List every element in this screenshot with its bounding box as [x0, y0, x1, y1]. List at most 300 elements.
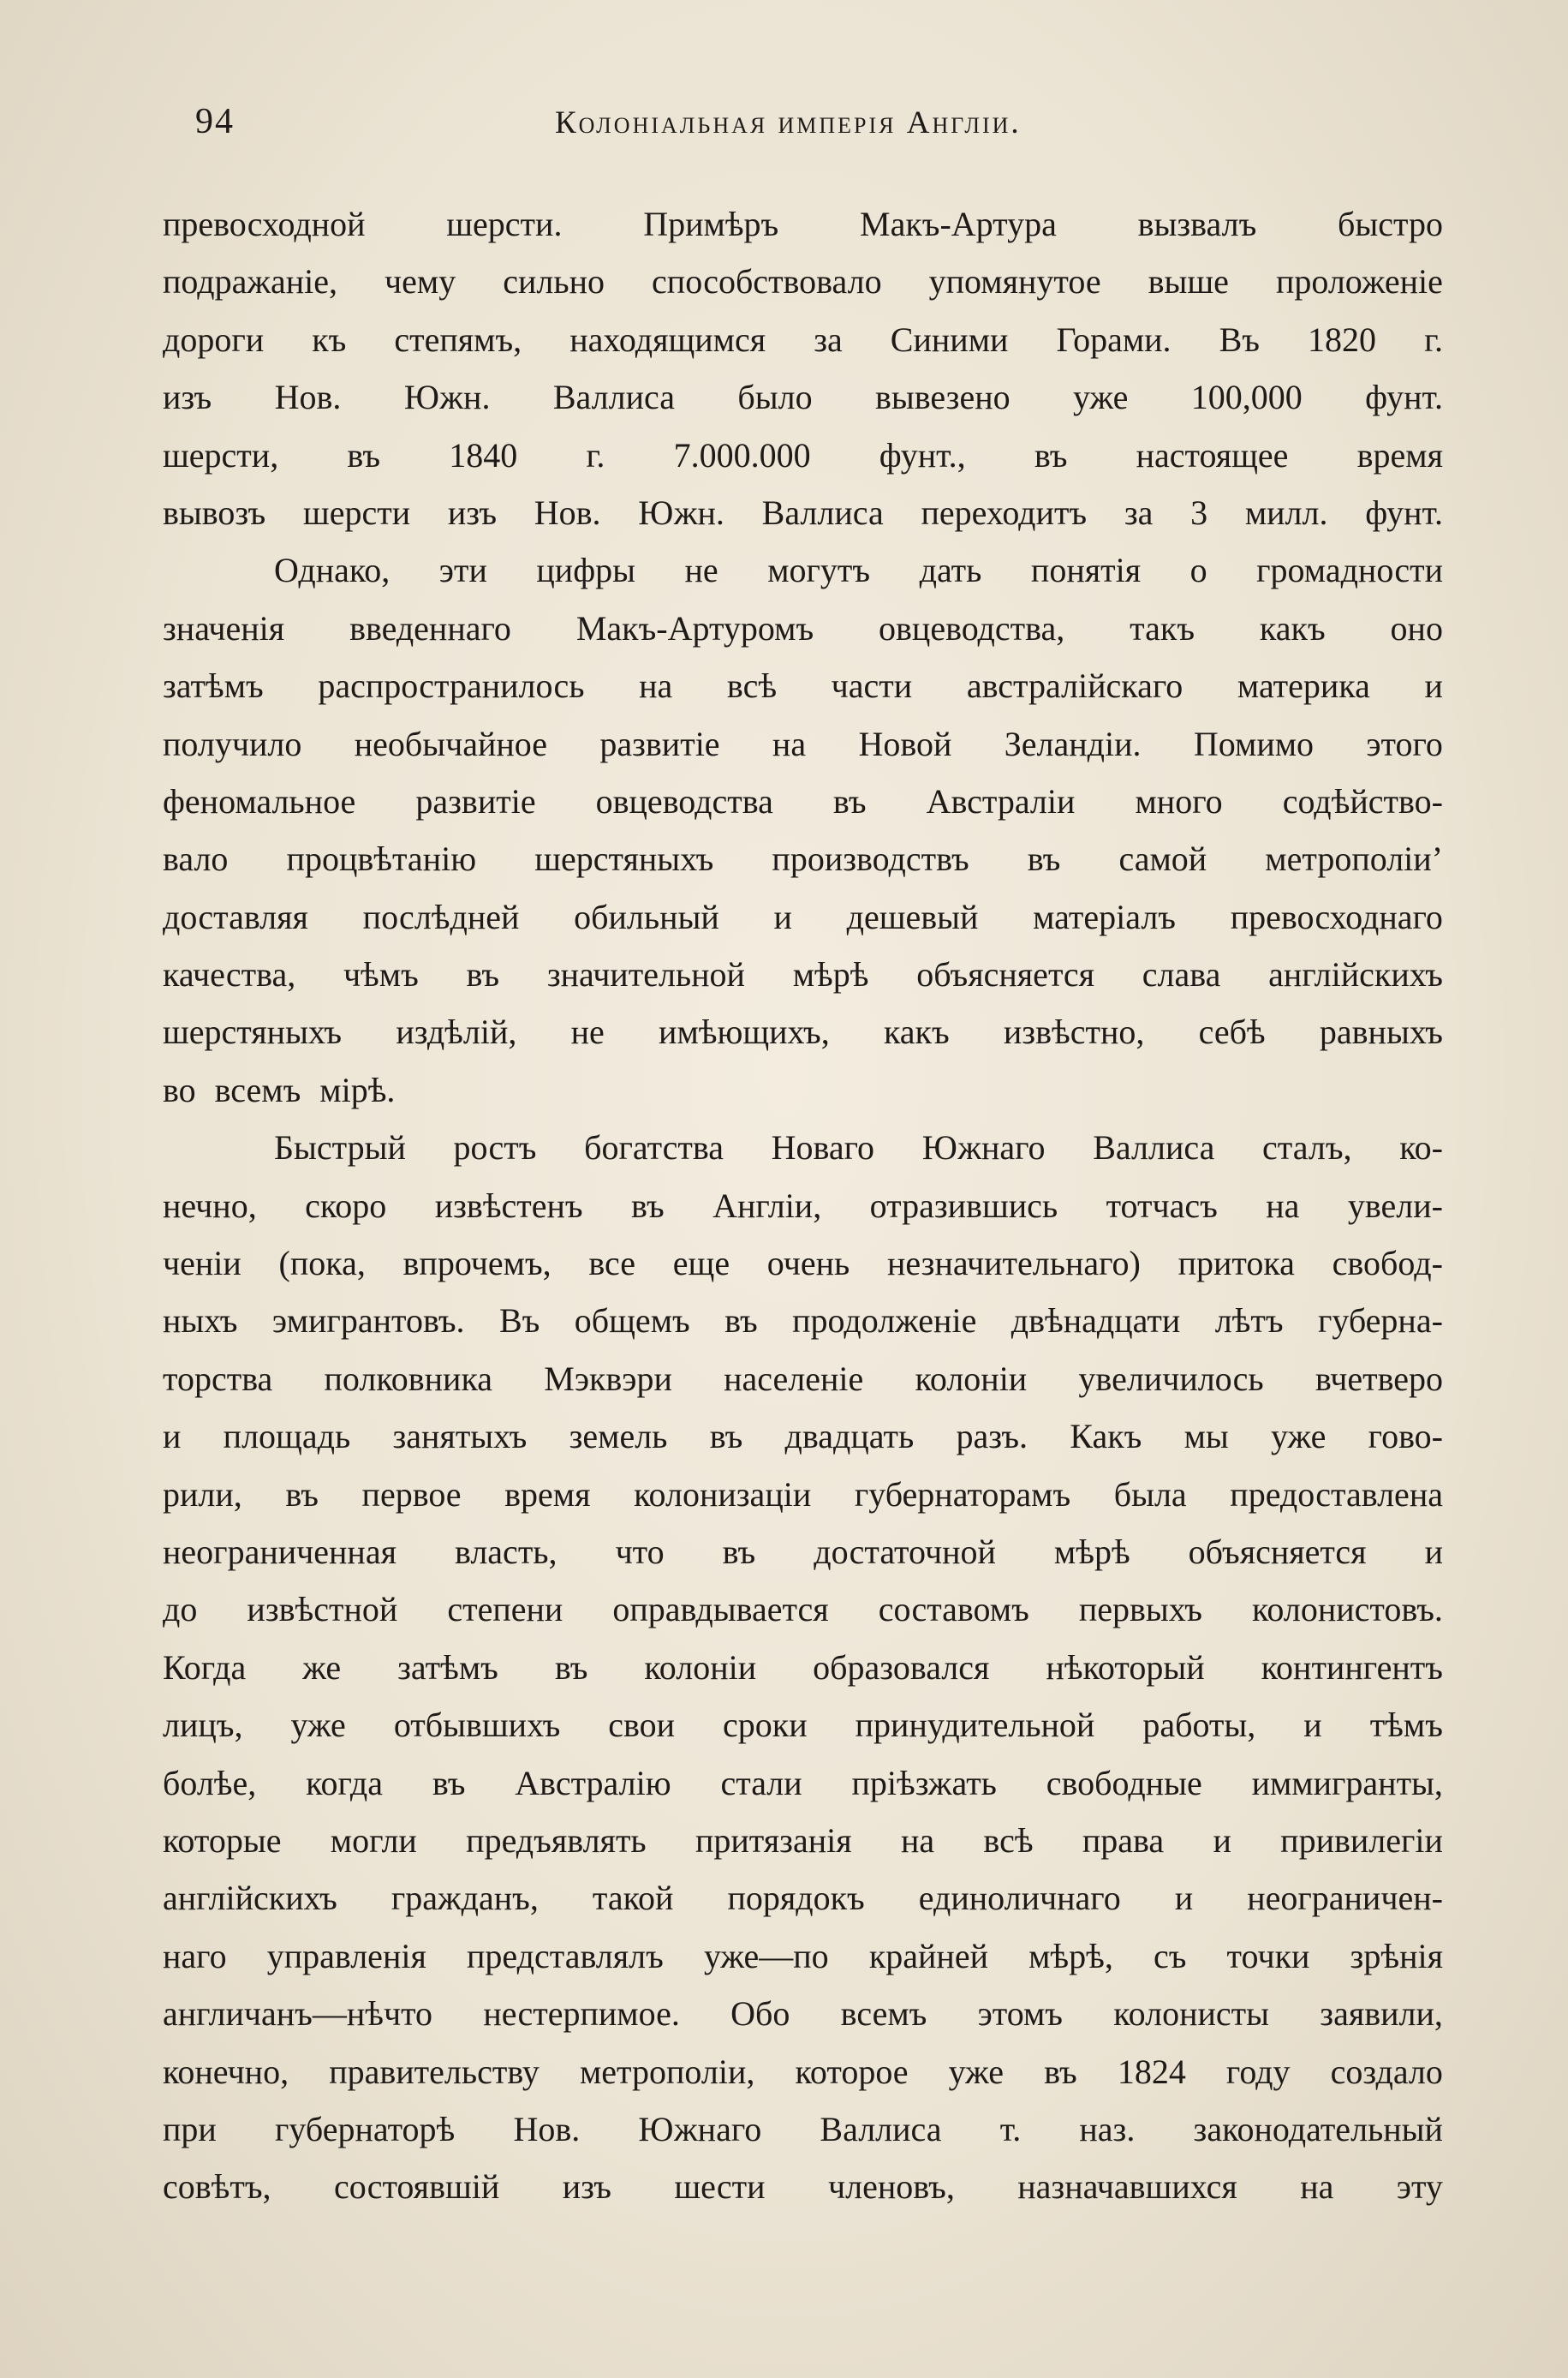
text-line	[163, 2043, 1443, 2100]
word: свои	[608, 1706, 676, 1745]
word: овцеводства,	[879, 608, 1065, 648]
text-line	[163, 600, 1443, 657]
word: колонистовъ.	[1252, 1590, 1443, 1629]
word: самой	[1118, 839, 1207, 879]
word: чѣмъ	[343, 955, 419, 995]
word: Валлиса	[552, 378, 675, 417]
word: шерсти	[302, 493, 411, 532]
word: наго	[163, 1936, 227, 1975]
word: неограниченная	[163, 1532, 396, 1571]
word: метрополіи’	[1265, 839, 1443, 879]
text-line	[163, 1407, 1443, 1465]
word: рили,	[163, 1474, 242, 1514]
word: понятія	[1030, 551, 1142, 590]
word: уже	[1073, 378, 1129, 417]
word: получило	[163, 724, 302, 763]
word: Примѣръ	[643, 205, 779, 243]
word: превосходной	[163, 205, 366, 243]
word: гово-	[1368, 1417, 1443, 1456]
word: Помимо	[1193, 724, 1315, 763]
text-line	[163, 1696, 1443, 1754]
word: время	[1356, 435, 1443, 475]
word: слава	[1142, 955, 1221, 995]
word: достаточной	[814, 1532, 996, 1571]
word: оно	[1390, 608, 1443, 648]
word: нечно,	[163, 1186, 257, 1225]
word: чему	[385, 262, 456, 302]
word: фунт.	[1365, 493, 1443, 532]
text-line	[163, 1350, 1443, 1407]
word: на	[639, 666, 673, 706]
word: вывезено	[874, 378, 1011, 417]
word: Нов.	[534, 493, 601, 532]
word: же	[302, 1647, 342, 1687]
word: власть,	[454, 1532, 557, 1571]
word: единоличнаго	[918, 1879, 1121, 1918]
word: ростъ	[453, 1128, 537, 1168]
word: милл.	[1244, 493, 1328, 532]
word: при	[163, 2109, 217, 2148]
paragraph-end-line	[163, 1061, 1443, 1119]
word: уже	[290, 1706, 346, 1745]
word: мѣрѣ	[792, 955, 869, 995]
word: дешевый	[846, 897, 979, 936]
word: всѣ	[726, 666, 778, 706]
word: земель	[569, 1417, 668, 1456]
word: году	[1225, 2052, 1291, 2091]
word: нѣкоторый	[1046, 1647, 1205, 1687]
word: части	[831, 666, 913, 706]
word: г.	[586, 435, 605, 475]
word: какъ	[1259, 608, 1326, 648]
word: всѣ	[983, 1820, 1034, 1860]
text-line	[163, 427, 1443, 484]
word: вало	[163, 839, 229, 879]
text-line	[163, 715, 1443, 773]
text-line	[163, 1234, 1443, 1292]
word: выше	[1148, 262, 1229, 302]
word: уже	[948, 2052, 1005, 2091]
word: на	[1300, 2167, 1334, 2207]
word: и	[163, 1417, 182, 1456]
word: о	[1189, 551, 1207, 590]
word: извѣстной	[247, 1590, 398, 1629]
word: Южнаго	[921, 1128, 1046, 1168]
word: Австралію	[515, 1763, 671, 1802]
word: въ	[631, 1186, 665, 1225]
word: на	[900, 1820, 935, 1860]
text-line	[163, 1466, 1443, 1523]
word: на	[1266, 1186, 1300, 1225]
word: незначительнаго)	[887, 1244, 1141, 1283]
word: губернаторѣ	[275, 2109, 456, 2148]
word: 1820	[1308, 320, 1377, 359]
text-line	[163, 1985, 1443, 2042]
word: изъ	[447, 493, 498, 532]
word: полковника	[324, 1359, 493, 1398]
word: оправдывается	[612, 1590, 829, 1629]
word: введеннаго	[349, 608, 511, 648]
word: сталъ,	[1262, 1128, 1352, 1168]
word: шерсти.	[446, 205, 563, 243]
word: богатства	[584, 1128, 724, 1168]
word: съ	[1153, 1936, 1187, 1975]
word: издѣлій,	[396, 1013, 517, 1052]
word: степямъ,	[394, 320, 522, 359]
word: увеличилось	[1078, 1359, 1264, 1398]
word: колоніи	[915, 1359, 1028, 1398]
word: сроки	[723, 1706, 808, 1745]
word: эмигрантовъ.	[271, 1301, 465, 1341]
word: ныхъ	[163, 1301, 238, 1341]
word: дороги	[163, 320, 265, 359]
word: г.	[1424, 320, 1443, 359]
word: двадцать	[784, 1417, 915, 1456]
word: тѣмъ	[1369, 1706, 1443, 1745]
word: Синими	[890, 320, 1009, 359]
word: занятыхъ	[392, 1417, 528, 1456]
word: въ	[554, 1647, 588, 1687]
word: (пока,	[278, 1244, 366, 1283]
word: материка	[1237, 666, 1370, 706]
word: Валлиса	[761, 493, 884, 532]
word: и	[1424, 666, 1443, 706]
word: время	[504, 1474, 591, 1514]
word: Какъ	[1070, 1417, 1142, 1456]
word: на	[772, 724, 807, 763]
word: могли	[330, 1820, 417, 1860]
word: затѣмъ	[397, 1647, 498, 1687]
word: въ	[347, 435, 380, 475]
word: сильно	[503, 262, 605, 302]
running-title: Колоніальная имперія Англіи.	[555, 105, 1022, 140]
word: которое	[795, 2052, 909, 2091]
word: ченіи	[163, 1244, 241, 1283]
word: мірѣ.	[319, 1070, 396, 1109]
word: составомъ	[878, 1590, 1029, 1629]
word: Горами.	[1056, 320, 1172, 359]
word: не	[570, 1013, 605, 1052]
word: стали	[720, 1763, 802, 1802]
word: заявили,	[1320, 1994, 1443, 2034]
word: мы	[1183, 1417, 1229, 1456]
word: въ	[1044, 2052, 1077, 2091]
word: доставляя	[163, 897, 308, 936]
word: цифры	[536, 551, 635, 590]
word: Въ	[498, 1301, 540, 1341]
word: за	[814, 320, 843, 359]
word: значительной	[546, 955, 745, 995]
word: фунт.	[1365, 378, 1443, 417]
paragraph-start-line	[163, 1119, 1443, 1176]
word: точки	[1226, 1936, 1310, 1975]
word: еще	[672, 1244, 730, 1283]
word: Валлиса	[1093, 1128, 1215, 1168]
word: права	[1082, 1820, 1165, 1860]
word: эти	[438, 551, 487, 590]
word: колонисты	[1113, 1994, 1270, 2034]
word: все	[588, 1244, 636, 1283]
word: послѣдней	[362, 897, 520, 936]
word: развитіе	[599, 724, 720, 763]
word: предъявлять	[466, 1820, 647, 1860]
word: притока	[1177, 1244, 1295, 1283]
word: колоніи	[644, 1647, 757, 1687]
word: первыхъ	[1078, 1590, 1202, 1629]
word: равныхъ	[1319, 1013, 1443, 1052]
word: въ	[722, 1532, 756, 1571]
text-line	[163, 195, 1443, 253]
word: всемъ	[840, 1994, 927, 2034]
word: фунт.,	[879, 435, 966, 475]
word: порядокъ	[727, 1879, 865, 1918]
word: дать	[919, 551, 982, 590]
word: Валлиса	[820, 2109, 942, 2148]
word: имѣющихъ,	[659, 1013, 830, 1052]
word: въ	[832, 781, 867, 821]
word: свободные	[1046, 1763, 1202, 1802]
word: Новой	[858, 724, 952, 763]
word: затѣмъ	[163, 666, 264, 706]
word: громадности	[1256, 551, 1443, 590]
word: распространилось	[318, 666, 585, 706]
word: Однако,	[274, 551, 391, 590]
word: вывозъ	[163, 493, 266, 532]
word: англійскихъ	[1268, 955, 1443, 995]
word: правительству	[329, 2052, 540, 2091]
text-line	[163, 1754, 1443, 1812]
word: феномальное	[163, 781, 356, 821]
word: австралійскаго	[966, 666, 1183, 706]
word: превосходнаго	[1230, 897, 1443, 936]
text-line	[163, 1812, 1443, 1869]
word: объясняется	[916, 955, 1095, 995]
word: до	[163, 1590, 198, 1629]
word: обильный	[574, 897, 719, 936]
word: какъ	[883, 1013, 950, 1052]
word: извѣстно,	[1003, 1013, 1145, 1052]
word: совѣтъ,	[163, 2167, 271, 2207]
word: неограничен-	[1247, 1879, 1443, 1918]
text-line	[163, 311, 1443, 368]
word: Южн.	[638, 493, 724, 532]
word: отразившись	[869, 1186, 1058, 1225]
word: Макъ-Артура	[860, 205, 1057, 243]
word: во	[163, 1070, 196, 1109]
word: уже	[1271, 1417, 1327, 1456]
word: двѣнадцати	[1011, 1301, 1181, 1341]
word: гражданъ,	[391, 1879, 539, 1918]
word: конечно,	[163, 2052, 289, 2091]
word: настоящее	[1136, 435, 1289, 475]
word: изъ	[163, 378, 212, 417]
word: контингентъ	[1261, 1647, 1443, 1687]
word: способствовало	[652, 262, 882, 302]
word: губерна-	[1317, 1301, 1443, 1341]
word: въ	[724, 1301, 758, 1341]
word: въ	[1027, 839, 1061, 879]
word: англійскихъ	[163, 1879, 337, 1918]
word: могутъ	[767, 551, 871, 590]
word: 100,000	[1190, 378, 1303, 417]
word: вызвалъ	[1137, 205, 1257, 243]
word: Обо	[730, 1994, 790, 2034]
text-line	[163, 1927, 1443, 1985]
word: которые	[163, 1820, 282, 1860]
text-line	[163, 253, 1443, 310]
word: степени	[447, 1590, 563, 1629]
text-line	[163, 2158, 1443, 2215]
word: эту	[1396, 2167, 1443, 2207]
text-line	[163, 1869, 1443, 1927]
word: въ	[285, 1474, 319, 1514]
word: губернаторамъ	[854, 1474, 1071, 1514]
word: когда	[306, 1763, 384, 1802]
word: было	[737, 378, 813, 417]
word: т.	[999, 2109, 1022, 2148]
text-line	[163, 2100, 1443, 2158]
text-line	[163, 368, 1443, 426]
word: 1840	[449, 435, 518, 475]
word: Нов.	[513, 2109, 581, 2148]
word: притязанія	[695, 1820, 852, 1860]
word: Австраліи	[926, 781, 1076, 821]
word: шерстяныхъ	[163, 1013, 343, 1052]
word: образовался	[813, 1647, 990, 1687]
word: въ	[1034, 435, 1068, 475]
word: общемъ	[574, 1301, 690, 1341]
word: лѣтъ	[1214, 1301, 1284, 1341]
word: не	[684, 551, 718, 590]
word: продолженіе	[792, 1301, 977, 1341]
word: шерсти,	[163, 435, 279, 475]
word: управленія	[266, 1936, 426, 1975]
word: свобод-	[1332, 1244, 1443, 1283]
word: этомъ	[977, 1994, 1063, 2034]
word: торства	[163, 1359, 273, 1398]
word: зрѣнія	[1350, 1936, 1443, 1975]
word: отбывшихъ	[393, 1706, 561, 1745]
word: переходитъ	[921, 493, 1088, 532]
word: мѣрѣ,	[1028, 1936, 1113, 1975]
word: была	[1113, 1474, 1187, 1514]
text-line	[163, 657, 1443, 714]
word: увели-	[1347, 1186, 1443, 1225]
word: упомянутое	[928, 262, 1101, 302]
text-line	[163, 1639, 1443, 1696]
word: шерстяныхъ	[534, 839, 714, 879]
page-header	[195, 101, 1454, 152]
word: Зеландіи.	[1004, 724, 1142, 763]
word: себѣ	[1198, 1013, 1266, 1052]
word: мѣрѣ	[1053, 1532, 1130, 1571]
word: въ	[709, 1417, 743, 1456]
word: колонизаціи	[634, 1474, 812, 1514]
word: работы,	[1142, 1706, 1256, 1745]
word: и	[773, 897, 792, 936]
word: Южн.	[403, 378, 491, 417]
text-line	[163, 830, 1443, 887]
word: впрочемъ,	[402, 1244, 551, 1283]
text-line	[163, 1523, 1443, 1580]
word: и	[1213, 1820, 1231, 1860]
word: англичанъ—нѣчто	[163, 1994, 433, 2034]
word: въ	[466, 955, 500, 995]
word: скоро	[305, 1186, 387, 1225]
word: много	[1135, 781, 1223, 821]
word: очень	[766, 1244, 850, 1283]
word: процвѣтанію	[286, 839, 477, 879]
word: изъ	[562, 2167, 611, 2207]
word: законодательный	[1193, 2109, 1443, 2148]
word: къ	[312, 320, 347, 359]
word: иммигранты,	[1251, 1763, 1443, 1802]
word: предоставлена	[1230, 1474, 1443, 1514]
word: представлялъ	[466, 1936, 664, 1975]
word: нестерпимое.	[483, 1994, 680, 2034]
word: назначавшихся	[1017, 2167, 1237, 2207]
word: Нов.	[274, 378, 342, 417]
word: ко-	[1399, 1128, 1443, 1168]
word: Англіи,	[712, 1186, 822, 1225]
word: значенія	[163, 608, 285, 648]
word: находящимся	[569, 320, 766, 359]
word: подражаніе,	[163, 262, 338, 302]
word: членовъ,	[828, 2167, 955, 2207]
word: такъ	[1130, 608, 1195, 648]
word: производствъ	[772, 839, 969, 879]
word: этого	[1366, 724, 1443, 763]
word: объясняется	[1188, 1532, 1367, 1571]
page-number: 94	[195, 102, 235, 141]
word: такой	[592, 1879, 674, 1918]
word: матеріалъ	[1033, 897, 1176, 936]
word: овцеводства	[595, 781, 773, 821]
word: Мэквэри	[544, 1359, 672, 1398]
word: привилегіи	[1280, 1820, 1443, 1860]
word: Новаго	[771, 1128, 875, 1168]
word: первое	[361, 1474, 462, 1514]
word: всемъ	[214, 1070, 301, 1109]
word: за	[1124, 493, 1154, 532]
word: Макъ-Артуромъ	[575, 608, 814, 648]
word: шести	[674, 2167, 766, 2207]
word: уже—по	[703, 1936, 829, 1975]
text-line	[163, 1292, 1443, 1349]
word: и	[1174, 1879, 1194, 1918]
word: содѣйство-	[1282, 781, 1443, 821]
word: извѣстенъ	[434, 1186, 583, 1225]
word: крайней	[868, 1936, 988, 1975]
word: Южнаго	[638, 2109, 762, 2148]
text-line	[163, 946, 1443, 1003]
word: необычайное	[354, 724, 547, 763]
word: разъ.	[956, 1417, 1028, 1456]
word: вчетверо	[1315, 1359, 1443, 1398]
text-line	[163, 773, 1443, 830]
word: качества,	[163, 955, 296, 995]
word: въ	[432, 1763, 466, 1802]
word: метрополіи,	[579, 2052, 755, 2091]
text-line	[163, 888, 1443, 946]
body-text	[163, 195, 1443, 2216]
word: развитіе	[415, 781, 536, 821]
word: Быстрый	[274, 1128, 406, 1168]
word: создало	[1330, 2052, 1443, 2091]
word: состоявшій	[333, 2167, 500, 2207]
word: Когда	[163, 1647, 247, 1687]
word: что	[615, 1532, 665, 1571]
